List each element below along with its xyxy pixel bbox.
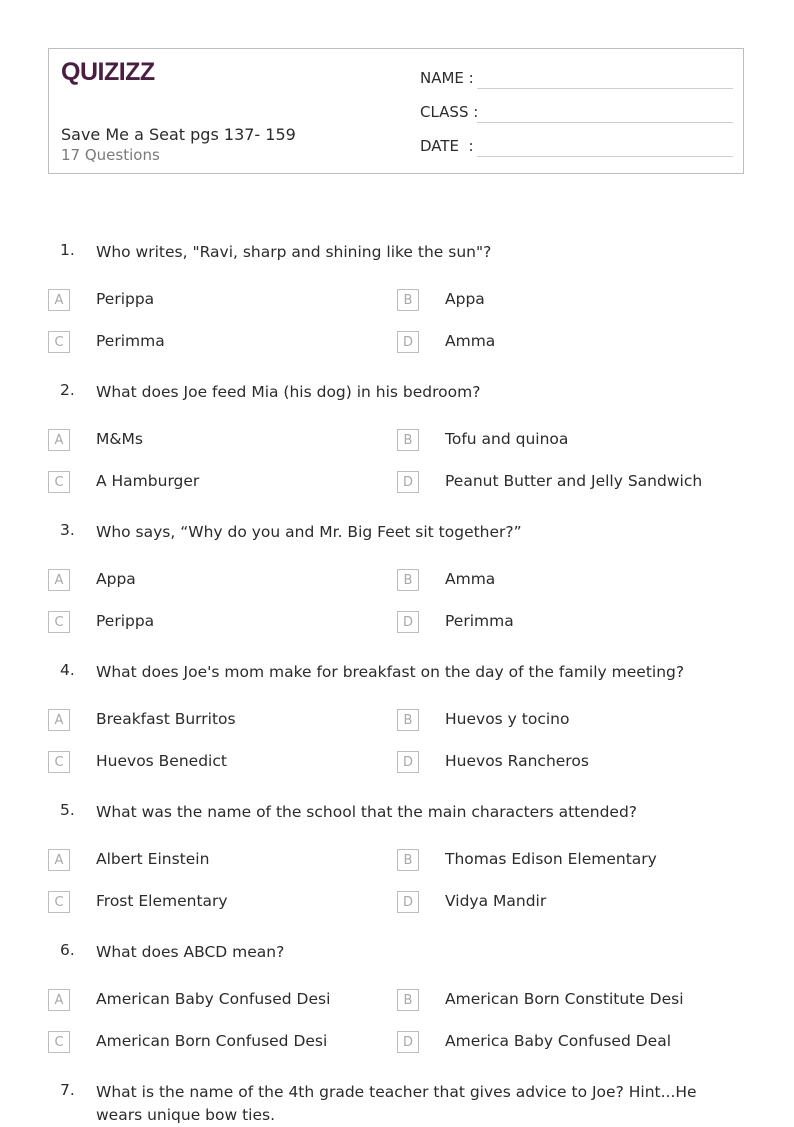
option-text: A Hamburger	[96, 472, 200, 490]
option-text: American Born Confused Desi	[96, 1032, 328, 1050]
option-letter: C	[48, 751, 70, 773]
option-letter: C	[48, 471, 70, 493]
option-letter: C	[48, 611, 70, 633]
question-text: What does Joe's mom make for breakfast on the day of the family meeting?	[96, 663, 685, 681]
question-text: Who writes, "Ravi, sharp and shining like the sun"?	[96, 243, 492, 261]
option-text: Perippa	[96, 290, 155, 308]
option-letter: D	[397, 751, 419, 773]
option-text: Albert Einstein	[96, 850, 210, 868]
option-letter: B	[397, 569, 419, 591]
option-letter: C	[48, 1031, 70, 1053]
question-count: 17 Questions	[61, 146, 160, 164]
option-text: M&Ms	[96, 430, 143, 448]
option-letter: B	[397, 989, 419, 1011]
option-letter: C	[48, 331, 70, 353]
question-text: What is the name of the 4th grade teacher that gives advice to Joe? Hint...He wears unique bow ties.	[96, 1083, 697, 1124]
option-text: Perippa	[96, 612, 155, 630]
quizizz-logo: QUIZIZZ	[61, 58, 155, 86]
option-letter: C	[48, 891, 70, 913]
option-letter: A	[48, 849, 70, 871]
option-text: Huevos Benedict	[96, 752, 227, 770]
option-text: Perimma	[445, 612, 514, 630]
option-letter: D	[397, 1031, 419, 1053]
question-text: What does ABCD mean?	[96, 943, 285, 961]
question-number: 4.	[60, 661, 75, 679]
option-text: Amma	[445, 332, 496, 350]
option-letter: B	[397, 289, 419, 311]
option-text: Amma	[445, 570, 496, 588]
option-letter: A	[48, 709, 70, 731]
question-number: 7.	[60, 1081, 75, 1099]
option-text: Tofu and quinoa	[445, 430, 569, 448]
option-text: Peanut Butter and Jelly Sandwich	[445, 472, 703, 490]
quiz-title: Save Me a Seat pgs 137- 159	[61, 125, 296, 144]
question-text: Who says, “Why do you and Mr. Big Feet sit together?”	[96, 523, 522, 541]
date-label: DATE :	[420, 137, 474, 155]
option-letter: A	[48, 989, 70, 1011]
question-text: What was the name of the school that the main characters attended?	[96, 803, 638, 821]
class-line[interactable]	[477, 122, 733, 123]
option-text: Vidya Mandir	[445, 892, 547, 910]
option-text: America Baby Confused Deal	[445, 1032, 671, 1050]
date-line[interactable]	[477, 156, 733, 157]
question-number: 3.	[60, 521, 75, 539]
option-text: Appa	[96, 570, 136, 588]
option-text: Huevos Rancheros	[445, 752, 589, 770]
question-number: 5.	[60, 801, 75, 819]
class-field[interactable]	[420, 103, 733, 125]
option-letter: A	[48, 569, 70, 591]
name-label: NAME :	[420, 69, 474, 87]
option-letter: D	[397, 331, 419, 353]
option-letter: B	[397, 709, 419, 731]
option-text: Perimma	[96, 332, 165, 350]
question-text: What does Joe feed Mia (his dog) in his bedroom?	[96, 383, 481, 401]
option-text: American Born Constitute Desi	[445, 990, 684, 1008]
option-text: American Baby Confused Desi	[96, 990, 331, 1008]
name-field[interactable]	[420, 69, 733, 91]
option-text: Thomas Edison Elementary	[445, 850, 657, 868]
option-letter: D	[397, 471, 419, 493]
option-text: Frost Elementary	[96, 892, 228, 910]
class-label: CLASS :	[420, 103, 479, 121]
question-number: 1.	[60, 241, 75, 259]
option-letter: D	[397, 611, 419, 633]
option-letter: D	[397, 891, 419, 913]
option-text: Appa	[445, 290, 485, 308]
date-field[interactable]	[420, 137, 733, 159]
option-letter: B	[397, 429, 419, 451]
name-line[interactable]	[477, 88, 733, 89]
option-letter: B	[397, 849, 419, 871]
option-text: Huevos y tocino	[445, 710, 570, 728]
option-letter: A	[48, 289, 70, 311]
option-letter: A	[48, 429, 70, 451]
option-text: Breakfast Burritos	[96, 710, 236, 728]
question-number: 2.	[60, 381, 75, 399]
question-number: 6.	[60, 941, 75, 959]
worksheet-header	[48, 48, 744, 174]
